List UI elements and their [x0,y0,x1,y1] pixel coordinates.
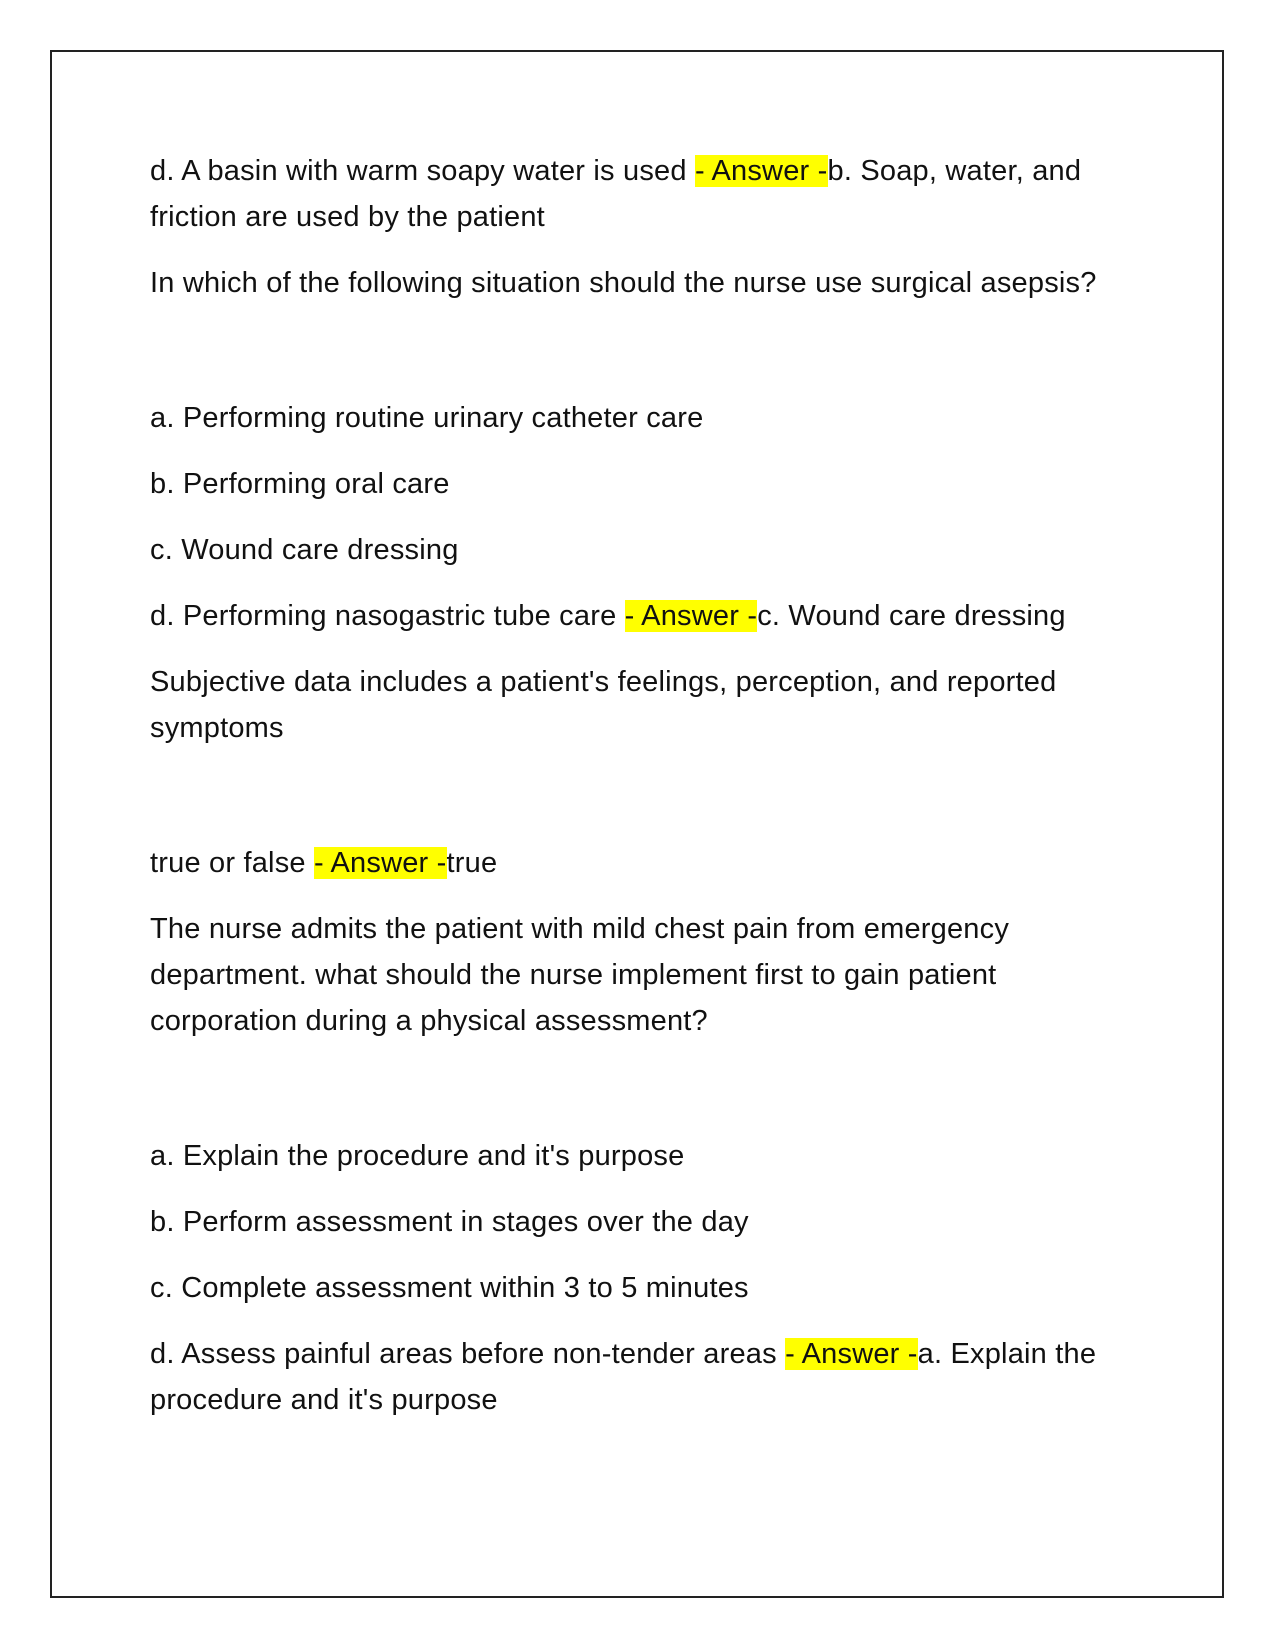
option-a: a. Performing routine urinary catheter care [150,402,704,434]
answer-text: a. Explain the procedure and it's purpose [150,1338,1097,1416]
answer-line-nasogastric [150,593,1130,639]
option-c: c. Wound care dressing [150,534,459,566]
answer-line-painful-areas [150,1331,1130,1423]
answer-text: true [446,847,498,879]
answer-prefix: d. Assess painful areas before non-tender areas [150,1338,786,1370]
answer-text: c. Wound care dressing [757,600,1066,632]
answer-line-basin [150,148,1130,240]
spacer [150,326,1130,395]
answer-highlight: - Answer - [624,600,758,632]
question-subjective-data: Subjective data includes a patient's feelings, perception, and reported symptoms [150,666,1057,744]
answer-highlight: - Answer - [694,155,828,187]
option-a: a. Explain the procedure and it's purpose [150,1140,685,1172]
question-surgical-asepsis: In which of the following situation should the nurse use surgical asepsis? [150,267,1097,299]
answer-prefix: true or false [150,847,314,879]
option-b: b. Performing oral care [150,468,450,500]
answer-text: b. Soap, water, and friction are used by the patient [150,155,1082,233]
answer-highlight: - Answer - [785,1338,918,1370]
answer-prefix: d. Performing nasogastric tube care [150,600,625,632]
answer-line-true-false [150,840,1130,886]
spacer [150,1064,1130,1133]
answer-prefix: d. A basin with warm soapy water is used [150,155,695,187]
option-b: b. Perform assessment in stages over the day [150,1206,749,1238]
document-body [150,148,1130,1443]
option-c: c. Complete assessment within 3 to 5 minutes [150,1272,749,1304]
spacer [150,771,1130,840]
answer-highlight: - Answer - [314,847,447,879]
question-chest-pain: The nurse admits the patient with mild chest pain from emergency department. what should the nurse implement first to gain patient corporation during a physical assessment? [150,913,1010,1037]
